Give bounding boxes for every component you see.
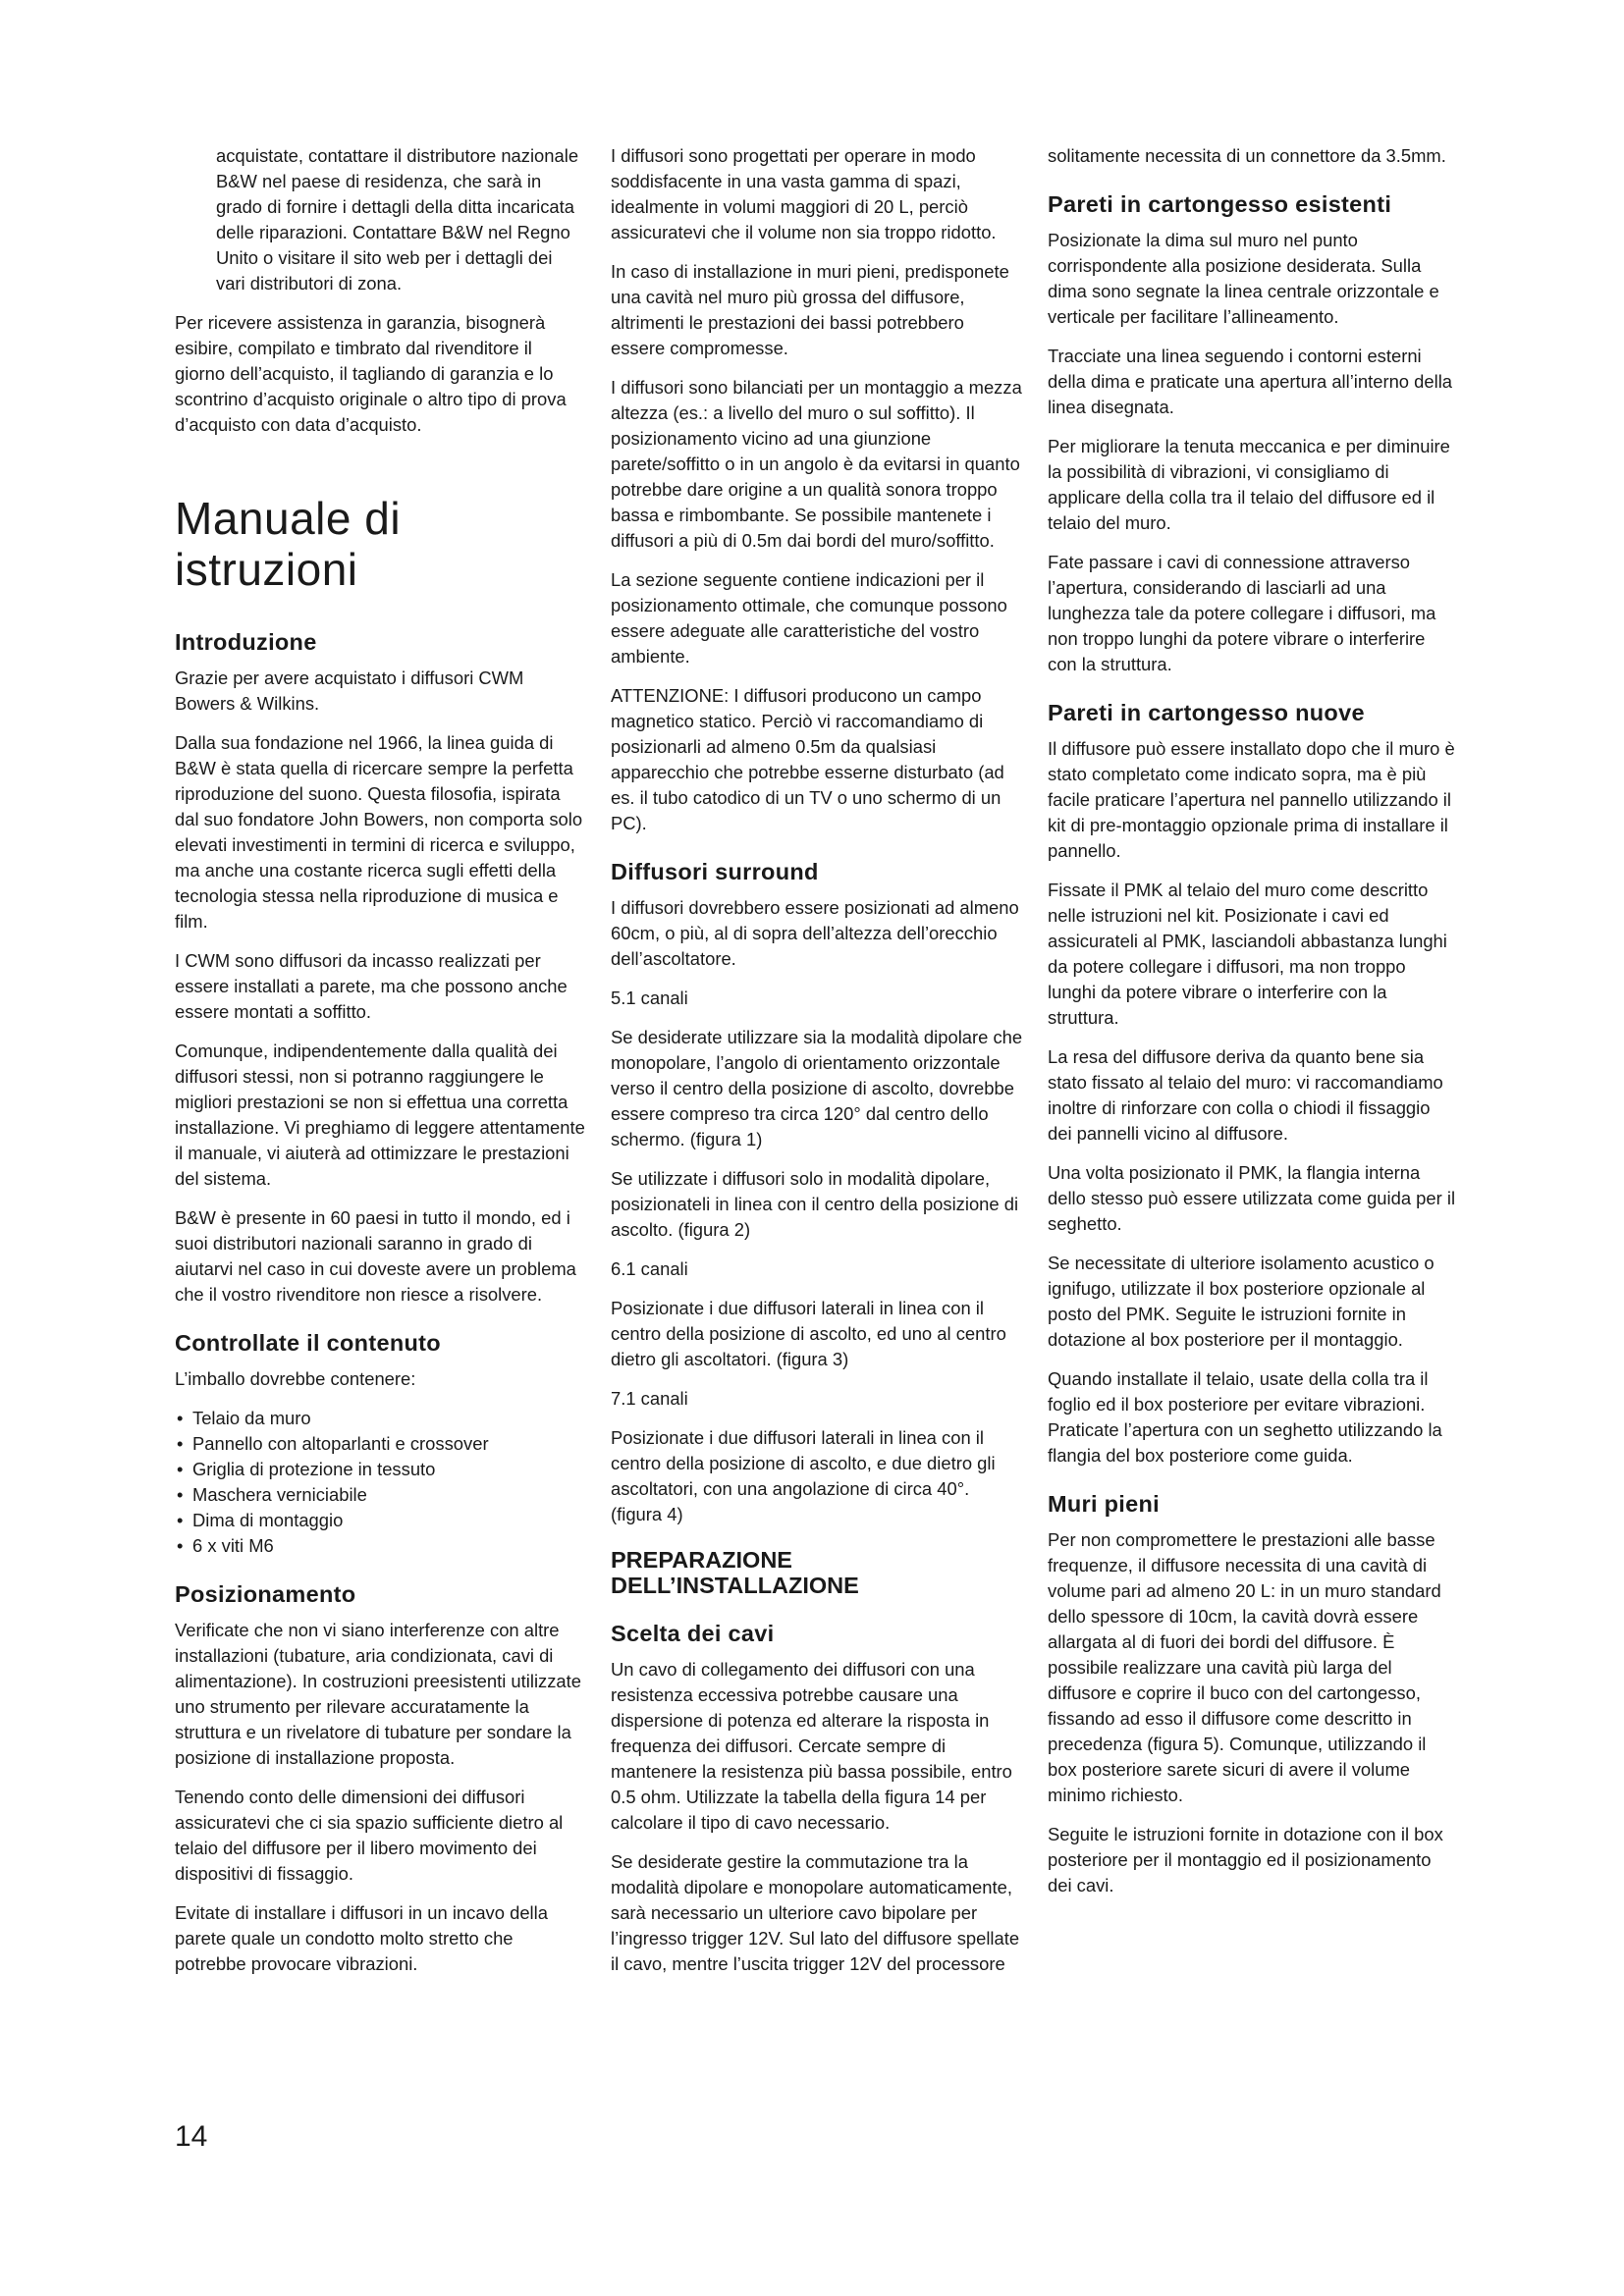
paragraph: L’imballo dovrebbe contenere: bbox=[175, 1368, 416, 1389]
list-item: • 6 x viti M6 bbox=[175, 1533, 585, 1559]
list-item: • Pannello con altoparlanti e crossover bbox=[175, 1431, 585, 1457]
label-6-1-channels: 6.1 canali bbox=[611, 1258, 688, 1279]
paragraph: Se utilizzate i diffusori solo in modalità dipolare, posizionateli in linea con il centro della posizione di ascolto. (figura 2) bbox=[611, 1168, 1019, 1240]
column-left bbox=[175, 143, 585, 1991]
heading-surround-speakers: Diffusori surround bbox=[611, 859, 819, 884]
paragraph: Evitate di installare i diffusori in un incavo della parete quale un condotto molto stretto che potrebbe provocare vibrazioni. bbox=[175, 1902, 548, 1974]
paragraph: La resa del diffusore deriva da quanto bene sia stato fissato al telaio del muro: vi raccomandiamo inoltre di rinforzare con colla o chiodi il fissaggio dei pannelli vicino al diffusore. bbox=[1048, 1046, 1443, 1144]
paragraph: Quando installate il telaio, usate della colla tra il foglio ed il box posteriore per evitare vibrazioni. Praticate l’apertura con un seghetto utilizzando la flangia del box posteriore come guida. bbox=[1048, 1368, 1442, 1466]
heading-new-drywall: Pareti in cartongesso nuove bbox=[1048, 700, 1365, 725]
paragraph: Per non compromettere le prestazioni alle basse frequenze, il diffusore necessita di una cavità di volume pari ad almeno 20 L: in un muro standard dello spessore di 10cm, la cavità dovrà essere allargata al di fuori dei bordi del diffusore. È possibile realizzare una cavità più larga del diffusore e coprire il buco con del cartongesso, fissando ad esso il diffusore come descritto in precedenza (figura 5). Comunque, utilizzando il box posteriore sarete sicuri di avere il volume minimo richiesto. bbox=[1048, 1529, 1441, 1805]
paragraph: La sezione seguente contiene indicazioni per il posizionamento ottimale, che comunque possono essere adeguate alle caratteristiche del vostro ambiente. bbox=[611, 569, 1007, 667]
heading-line: DELL’INSTALLAZIONE bbox=[611, 1573, 859, 1598]
paragraph: Se desiderate utilizzare sia la modalità dipolare che monopolare, l’angolo di orientamento orizzontale verso il centro della posizione di ascolto, dovrebbe essere compreso tra circa 120° dal centro dello schermo. (figura 1) bbox=[611, 1027, 1023, 1149]
paragraph: Posizionate la dima sul muro nel punto corrispondente alla posizione desiderata. Sulla dima sono segnate la linea centrale orizzontale e verticale per facilitare l’allineamento. bbox=[1048, 230, 1439, 327]
list-item: • Dima di montaggio bbox=[175, 1508, 585, 1533]
page-number: 14 bbox=[175, 2120, 208, 2153]
heading-line: PREPARAZIONE bbox=[611, 1547, 792, 1573]
paragraph-warning: ATTENZIONE: I diffusori producono un campo magnetico statico. Perciò vi raccomandiamo di posizionarli ad almeno 0.5m da qualsiasi apparecchio che potrebbe esserne disturbato (ad es. il tubo catodico di un TV o uno schermo di un PC). bbox=[611, 685, 1004, 833]
paragraph: Fate passare i cavi di connessione attraverso l’apertura, considerando di lasciarli ad una lunghezza tale da potere collegare i diffusori, ma non troppo lunghi da potere vibrare o interferire con la struttura. bbox=[1048, 552, 1436, 674]
heading-solid-walls: Muri pieni bbox=[1048, 1491, 1160, 1517]
paragraph: Se necessitate di ulteriore isolamento acustico o ignifugo, utilizzate il box posteriore opzionale al posto del PMK. Seguite le istruzioni fornite in dotazione al box posteriore per il montaggio. bbox=[1048, 1253, 1435, 1350]
label-7-1-channels: 7.1 canali bbox=[611, 1388, 688, 1409]
paragraph: Posizionate i due diffusori laterali in linea con il centro della posizione di ascolto, e due dietro gli ascoltatori, con una angolazione di circa 40°. (figura 4) bbox=[611, 1427, 996, 1524]
paragraph: Fissate il PMK al telaio del muro come descritto nelle istruzioni nel kit. Posizionate i cavi ed assicurateli al PMK, lasciandoli abbastanza lunghi da potere collegare i diffusori, ma non troppo lunghi da potere vibrare o interferire con la struttura. bbox=[1048, 880, 1447, 1028]
paragraph: Una volta posizionato il PMK, la flangia interna dello stesso può essere utilizzata come guida per il seghetto. bbox=[1048, 1162, 1456, 1234]
heading-check-contents: Controllate il contenuto bbox=[175, 1330, 441, 1356]
heading-cable-choice: Scelta dei cavi bbox=[611, 1621, 775, 1646]
paragraph: I diffusori sono bilanciati per un montaggio a mezza altezza (es.: a livello del muro o sul soffitto). Il posizionamento vicino ad una giunzione parete/soffitto o in un angolo è da evitarsi in quanto potrebbe dare origine a un qualità sonora troppo bassa e rimbombante. Se possibile mantenete i diffusori a più di 0.5m dai bordi del muro/soffitto. bbox=[611, 377, 1022, 551]
heading-introduction: Introduzione bbox=[175, 629, 317, 655]
paragraph: I CWM sono diffusori da incasso realizzati per essere installati a parete, ma che possono anche essere montati a soffitto. bbox=[175, 950, 568, 1022]
list-item: • Maschera verniciabile bbox=[175, 1482, 585, 1508]
heading-existing-drywall: Pareti in cartongesso esistenti bbox=[1048, 191, 1392, 217]
paragraph: solitamente necessita di un connettore da 3.5mm. bbox=[1048, 145, 1446, 166]
list-item: • Telaio da muro bbox=[175, 1406, 585, 1431]
column-right bbox=[1048, 143, 1458, 1912]
list-item: • Griglia di protezione in tessuto bbox=[175, 1457, 585, 1482]
paragraph: Dalla sua fondazione nel 1966, la linea guida di B&W è stata quella di ricercare sempre la perfetta riproduzione del suono. Questa filosofia, ispirata dal suo fondatore John Bowers, non comporta solo elevati investimenti in termini di ricerca e sviluppo, ma anche una costante ricerca sugli effetti della tecnologia stessa nella riproduzione di musica e film. bbox=[175, 732, 583, 932]
paragraph: Seguite le istruzioni fornite in dotazione con il box posteriore per il montaggio ed il posizionamento dei cavi. bbox=[1048, 1824, 1443, 1896]
paragraph-warranty: Per ricevere assistenza in garanzia, bisognerà esibire, compilato e timbrato dal rivenditore il giorno dell’acquisto, il tagliando di garanzia e lo scontrino d’acquisto originale o altro tipo di prova d’acquisto con data d’acquisto. bbox=[175, 312, 567, 435]
paragraph: Grazie per avere acquistato i diffusori CWM Bowers & Wilkins. bbox=[175, 667, 524, 714]
paragraph: Un cavo di collegamento dei diffusori con una resistenza eccessiva potrebbe causare una dispersione di potenza ed alterare la risposta in frequenza dei diffusori. Cercate sempre di mantenere la resistenza più bassa possibile, entro 0.5 ohm. Utilizzate la tabella della figura 14 per calcolare il tipo di cavo necessario. bbox=[611, 1659, 1012, 1833]
label-5-1-channels: 5.1 canali bbox=[611, 988, 688, 1008]
paragraph: Per migliorare la tenuta meccanica e per diminuire la possibilità di vibrazioni, vi consigliamo di applicare della colla tra il telaio del diffusore ed il telaio del muro. bbox=[1048, 436, 1450, 533]
heading-installation-preparation bbox=[611, 1547, 1023, 1598]
paragraph: Tenendo conto delle dimensioni dei diffusori assicuratevi che ci sia spazio sufficiente dietro al telaio del diffusore per il libero movimento dei dispositivi di fissaggio. bbox=[175, 1787, 564, 1884]
paragraph: B&W è presente in 60 paesi in tutto il mondo, ed i suoi distributori nazionali saranno in grado di aiutarvi nel caso in cui doveste avere un problema che il vostro rivenditore non riesce a risolvere. bbox=[175, 1207, 576, 1305]
contents-list bbox=[175, 1406, 585, 1559]
column-middle bbox=[611, 143, 1023, 1991]
paragraph: Se desiderate gestire la commutazione tra la modalità dipolare e monopolare automaticamente, sarà necessario un ulteriore cavo bipolare per l’ingresso trigger 12V. Sul lato del diffusore spellate il cavo, mentre l’uscita trigger 12V del processore bbox=[611, 1851, 1020, 1974]
heading-positioning: Posizionamento bbox=[175, 1581, 356, 1607]
page-title: Manuale di istruzioni bbox=[175, 493, 402, 595]
paragraph: Il diffusore può essere installato dopo che il muro è stato completato come indicato sopra, ma è più facile praticare l’apertura nel pannello utilizzando il kit di pre-montaggio opzionale prima di installare il pannello. bbox=[1048, 738, 1455, 861]
paragraph: I diffusori dovrebbero essere posizionati ad almeno 60cm, o più, al di sopra dell’altezza dell’orecchio dell’ascoltatore. bbox=[611, 897, 1019, 969]
paragraph: Tracciate una linea seguendo i contorni esterni della dima e praticate una apertura all’interno della linea disegnata. bbox=[1048, 346, 1453, 417]
paragraph: I diffusori sono progettati per operare in modo soddisfacente in una vasta gamma di spazi, idealmente in volumi maggiori di 20 L, perciò assicuratevi che il volume non sia troppo ridotto. bbox=[611, 145, 997, 242]
paragraph: In caso di installazione in muri pieni, predisponete una cavità nel muro più grossa del diffusore, altrimenti le prestazioni dei bassi potrebbero essere compromesse. bbox=[611, 261, 1009, 358]
paragraph: Posizionate i due diffusori laterali in linea con il centro della posizione di ascolto, ed uno al centro dietro gli ascoltatori. (figura 3) bbox=[611, 1298, 1006, 1369]
paragraph: Comunque, indipendentemente dalla qualità dei diffusori stessi, non si potranno raggiungere le migliori prestazioni se non si effettua una corretta installazione. Vi preghiamo di leggere attentamente il manuale, vi aiuterà ad ottimizzare le prestazioni del sistema. bbox=[175, 1041, 585, 1189]
paragraph-service-continuation: acquistate, contattare il distributore nazionale B&W nel paese di residenza, che sarà in grado di fornire i dettagli della ditta incaricata delle riparazioni. Contattare B&W nel Regno Unito o visitare il sito web per i dettagli dei vari distributori di zona. bbox=[216, 145, 579, 294]
paragraph: Verificate che non vi siano interferenze con altre installazioni (tubature, aria condizionata, cavi di alimentazione). In costruzioni preesistenti utilizzate uno strumento per rilevare accuratamente la struttura e un rivelatore di tubature per sondare la posizione di installazione proposta. bbox=[175, 1620, 581, 1768]
